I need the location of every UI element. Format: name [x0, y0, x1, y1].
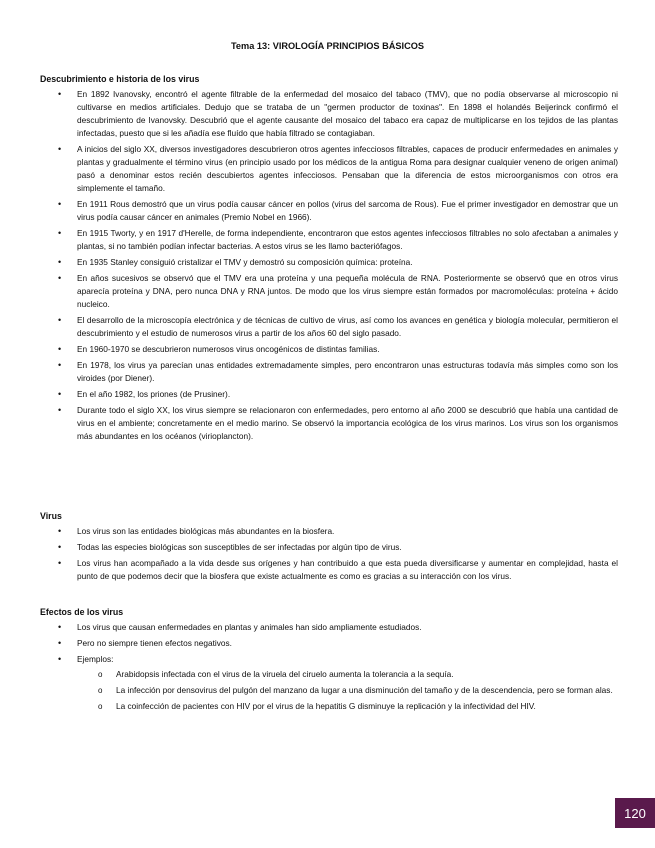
- sub-list-item: o La infección por densovirus del pulgón del manzano da lugar a una disminución del tamaño y de la descendencia, pero se forman alas.: [77, 684, 618, 697]
- sub-list-item: o Arabidopsis infectada con el virus de la viruela del ciruelo aumenta la tolerancia a la sequía.: [77, 668, 618, 681]
- list-item: • Los virus son las entidades biológicas más abundantes en la biosfera.: [40, 525, 618, 538]
- section-heading: Virus: [40, 511, 62, 521]
- bullet-list: [40, 621, 618, 713]
- section-heading: Descubrimiento e historia de los virus: [40, 74, 200, 84]
- page-title: Tema 13: VIROLOGÍA PRINCIPIOS BÁSICOS: [231, 41, 424, 51]
- list-item: • Todas las especies biológicas son susceptibles de ser infectadas por algún tipo de virus.: [40, 541, 618, 554]
- list-item: • En el año 1982, los priones (de Prusiner).: [40, 388, 618, 401]
- page-number-badge: 120: [615, 798, 655, 828]
- list-item-label: Ejemplos:: [77, 654, 114, 664]
- list-item: [40, 653, 618, 713]
- section-descubrimiento: [40, 73, 618, 446]
- sub-list: [77, 668, 618, 713]
- sub-list-item: o La coinfección de pacientes con HIV por el virus de la hepatitis G disminuye la replicación y la infectividad del HIV.: [77, 700, 618, 713]
- list-item: • En 1978, los virus ya parecían unas entidades extremadamente simples, pero encontraron unas estructuras todavía más simples como son los viroides (por Diener).: [40, 359, 618, 385]
- bullet-list: [40, 525, 618, 583]
- list-item: • A inicios del siglo XX, diversos investigadores descubrieron otros agentes infecciosos filtrables, capaces de producir enfermedades en animales y plantas y gradualmente el término virus (en principio usado por los médicos de la antigua Roma para designar cualquier veneno de origen animal) pasó a denominar estos recién descubiertos agentes infecciosos. Pensaban que la diferencia de estos microorganismos con otros era simplemente el tamaño.: [40, 143, 618, 195]
- list-item: • En 1915 Tworty, y en 1917 d'Herelle, de forma independiente, encontraron que estos agentes infecciosos filtrables no solo afectaban a animales y plantas, si no también podían infectar bacterias. A estos virus se les llamo bacteriófagos.: [40, 227, 618, 253]
- section-efectos: [40, 606, 618, 716]
- list-item: • En años sucesivos se observó que el TMV era una proteína y una pequeña molécula de RNA. Posteriormente se observó que en otros virus aparecía proteína y DNA, pero nunca DNA y RNA juntos. De modo que los virus siempre están formados por macromoléculas: proteína + ácido nucleico.: [40, 272, 618, 311]
- list-item: • En 1892 Ivanovsky, encontró el agente filtrable de la enfermedad del mosaico del tabaco (TMV), que no podía observarse al microscopio ni cultivarse en medios artificiales. Dedujo que se trataba de un "germen productor de toxinas". En 1898 el holandés Beijerinck confirmó el descubrimiento de Ivanovsky. Descubrió que el agente causante del mosaico del tabaco era capaz de multiplicarse en los tejidos de las plantas infectadas, puesto que si les añadía ese fluído que había filtrado se contagiaban.: [40, 88, 618, 140]
- list-item: • Los virus han acompañado a la vida desde sus orígenes y han contribuido a que esta pueda diversificarse y aumentar en complejidad, hasta el punto de que podemos decir que la biosfera que existe actualmente es como es gracias a su interacción con los virus.: [40, 557, 618, 583]
- list-item: • Durante todo el siglo XX, los virus siempre se relacionaron con enfermedades, pero entorno al año 2000 se descubrió que había una cantidad de virus en el ambiente; concretamente en el medio marino. Se observó la importancia ecológica de los virus marinos. Los virus son los organismos más abundantes en los océanos (virioplancton).: [40, 404, 618, 443]
- list-item: • Los virus que causan enfermedades en plantas y animales han sido ampliamente estudiados.: [40, 621, 618, 634]
- section-virus: [40, 510, 618, 586]
- list-item: • El desarrollo de la microscopía electrónica y de técnicas de cultivo de virus, así como los avances en genética y biología molecular, permitieron el descubrimiento y el estudio de numerosos virus a partir de los años 60 del siglo pasado.: [40, 314, 618, 340]
- list-item: • Pero no siempre tienen efectos negativos.: [40, 637, 618, 650]
- bullet-list: [40, 88, 618, 443]
- list-item: • En 1960-1970 se descubrieron numerosos virus oncogénicos de distintas familias.: [40, 343, 618, 356]
- list-item: • En 1935 Stanley consiguió cristalizar el TMV y demostró su composición química: proteína.: [40, 256, 618, 269]
- list-item: • En 1911 Rous demostró que un virus podía causar cáncer en pollos (virus del sarcoma de Rous). Fue el primer investigador en demostrar que un virus podía causar cáncer en animales (Premio Nobel en 1966).: [40, 198, 618, 224]
- section-heading: Efectos de los virus: [40, 607, 124, 617]
